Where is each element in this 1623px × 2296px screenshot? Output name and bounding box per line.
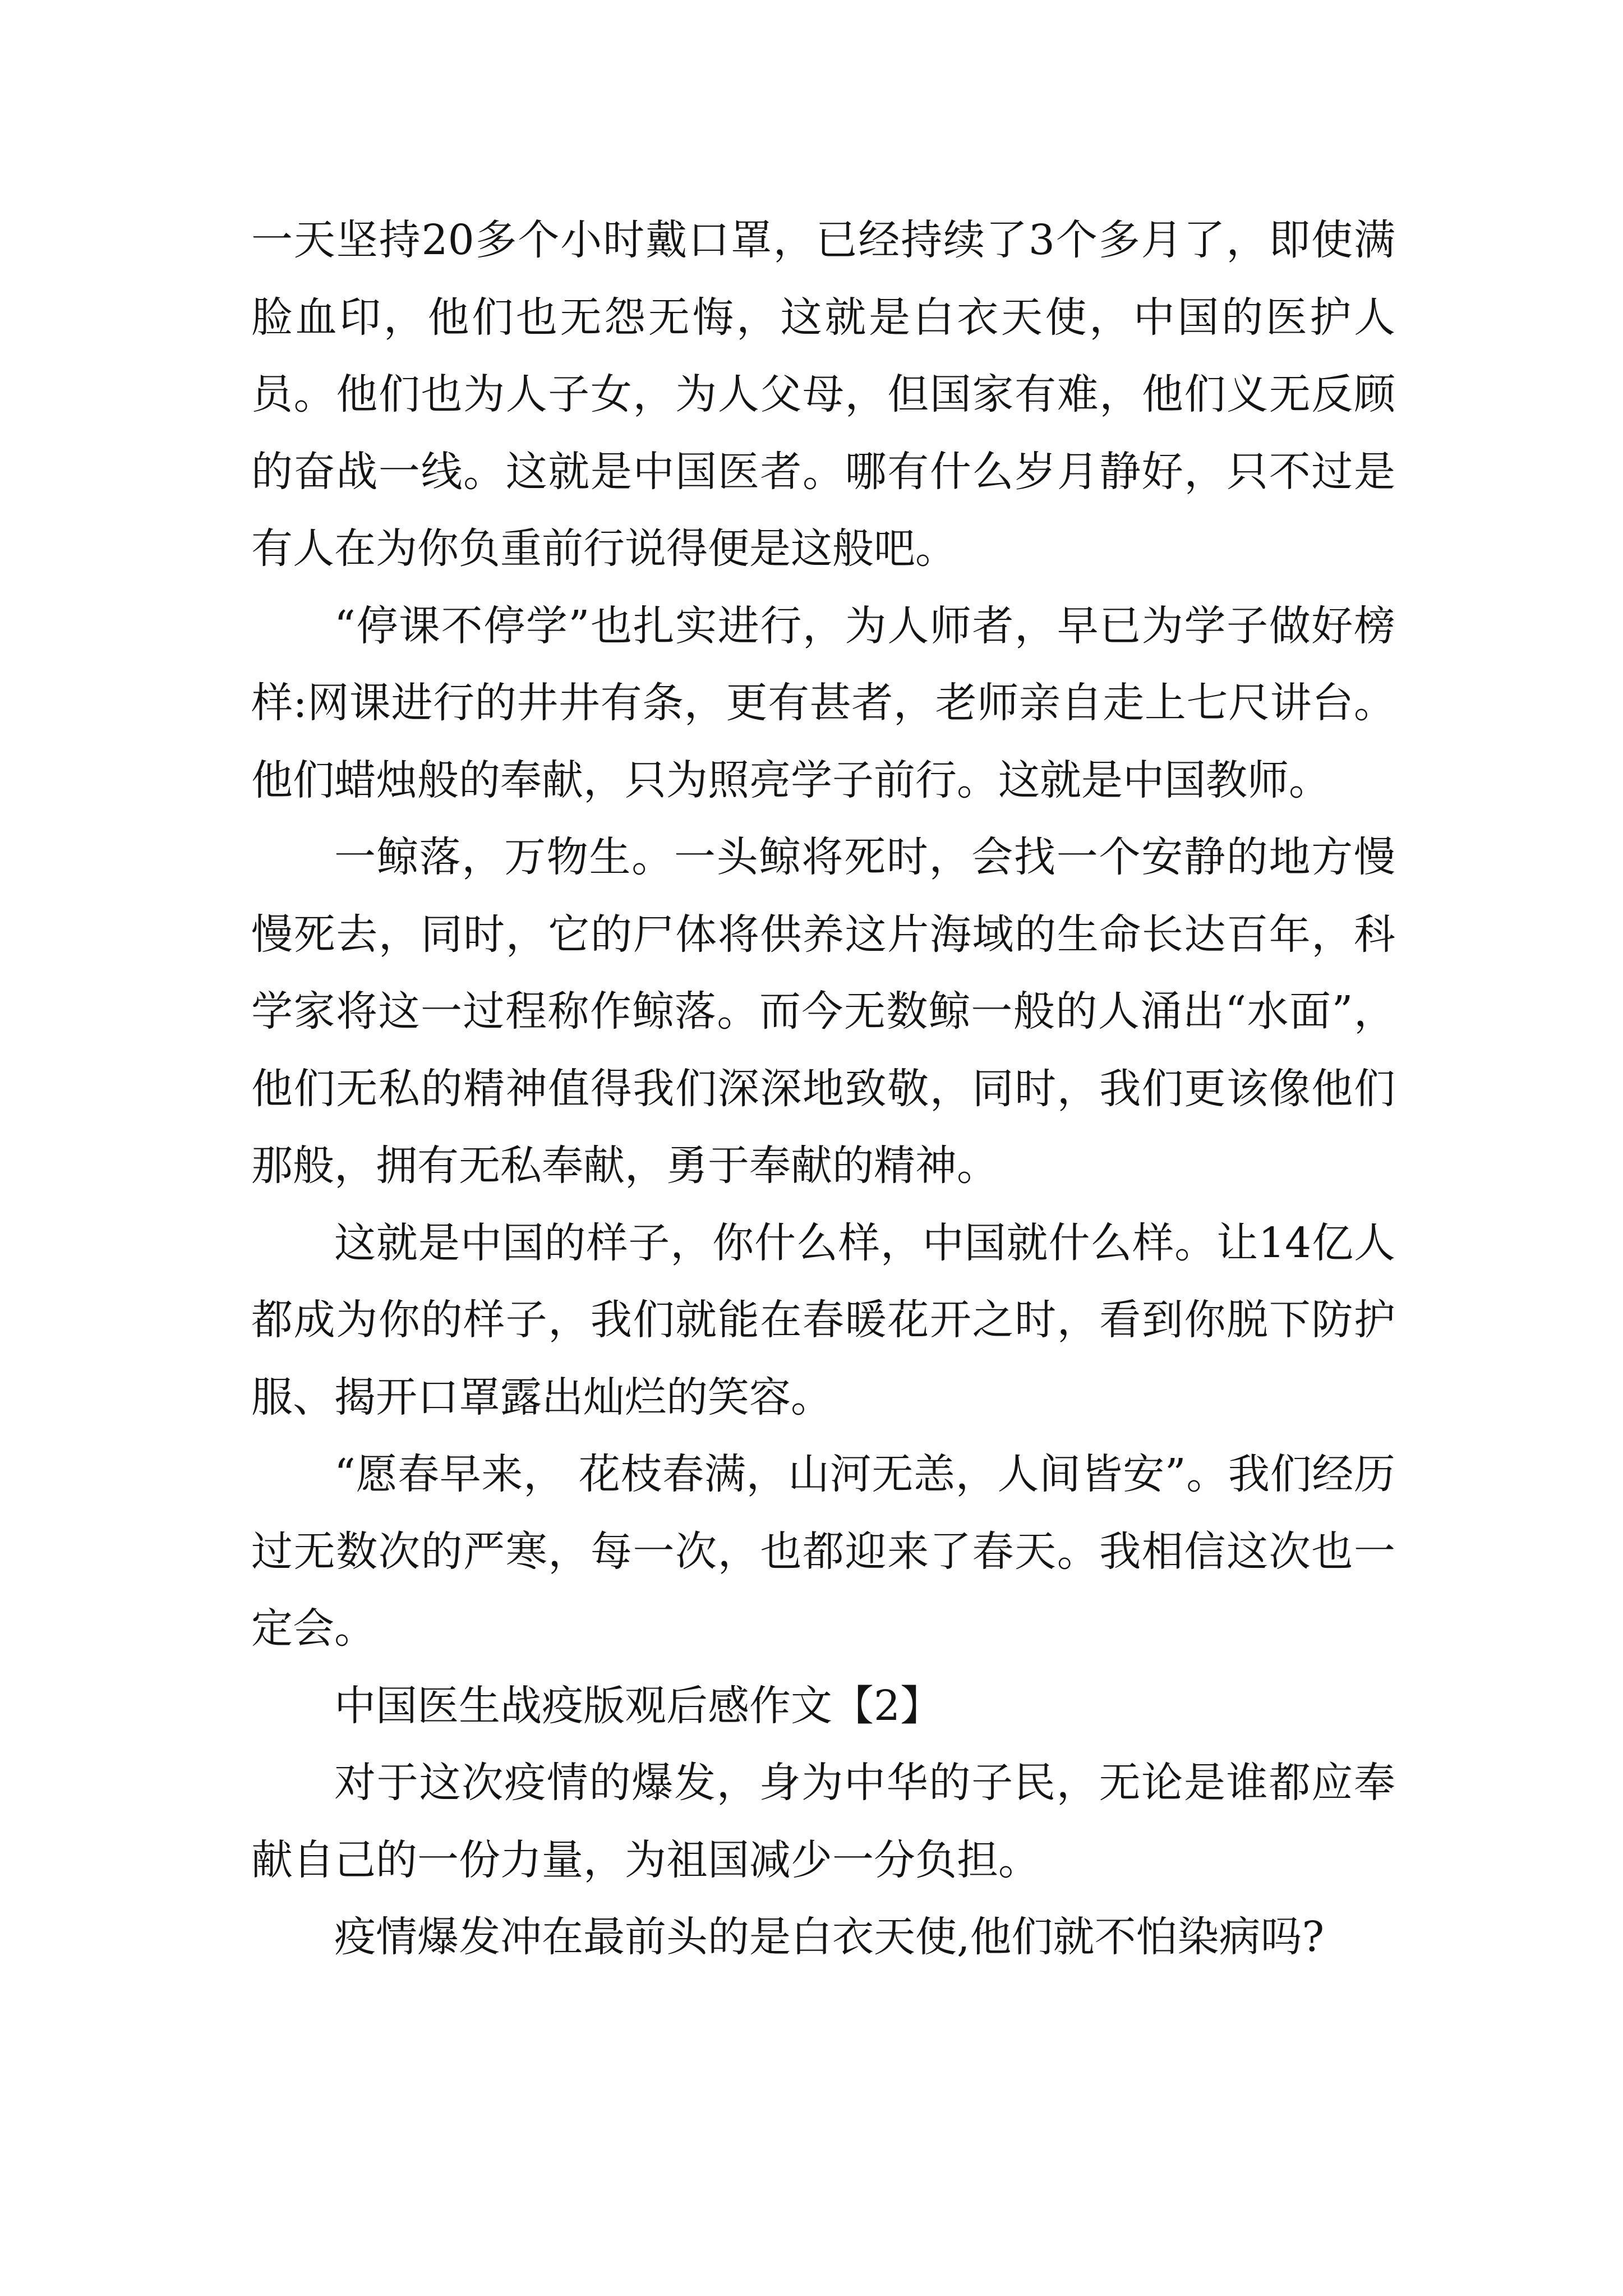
paragraph-spring-wish: “愿春早来， 花枝春满，山河无恙，人间皆安”。我们经历过无数次的严寒，每一次，也都迎来了春天。我相信这次也一定会。 [251,1450,1395,1653]
paragraph-china-image: 这就是中国的样子，你什么样，中国就什么样。让14亿人都成为你的样子，我们就能在春暖花开之时，看到你脱下防护服、揭开口罩露出灿烂的笑容。 [251,1218,1395,1421]
paragraph-contribution: 对于这次疫情的爆发，身为中华的子民，无论是谁都应奉献自己的一份力量，为祖国减少一分负担。 [251,1759,1395,1884]
section-heading: 中国医生战疫版观后感作文【2】 [334,1681,942,1730]
paragraph-whale-fall: 一鲸落，万物生。一头鲸将死时，会找一个安静的地方慢慢死去，同时，它的尸体将供养这片海域的生命长达百年，科学家将这一过程称作鲸落。而今无数鲸一般的人涌出“水面”，他们无私的精神值得我们深深地致敬，同时，我们更该像他们那般，拥有无私奉献，勇于奉献的精神。 [251,833,1395,1190]
paragraph-frontline: 疫情爆发冲在最前头的是白衣天使,他们就不怕染病吗? [334,1913,1325,1961]
paragraph-teachers: “停课不停学”也扎实进行，为人师者，早已为学子做好榜样:网课进行的井井有条，更有甚者，老师亲自走上七尺讲台。他们蜡烛般的奉献，只为照亮学子前行。这就是中国教师。 [251,601,1395,804]
paragraph-medical-workers: 一天坚持20多个小时戴口罩，已经持续了3个多月了，即使满脸血印，他们也无怨无悔，这就是白衣天使，中国的医护人员。他们也为人子女，为人父母，但国家有难，他们义无反顾的奋战一线。这就是中国医者。哪有什么岁月静好，只不过是有人在为你负重前行说得便是这般吧。 [251,216,1395,573]
document-body [251,202,1395,1976]
